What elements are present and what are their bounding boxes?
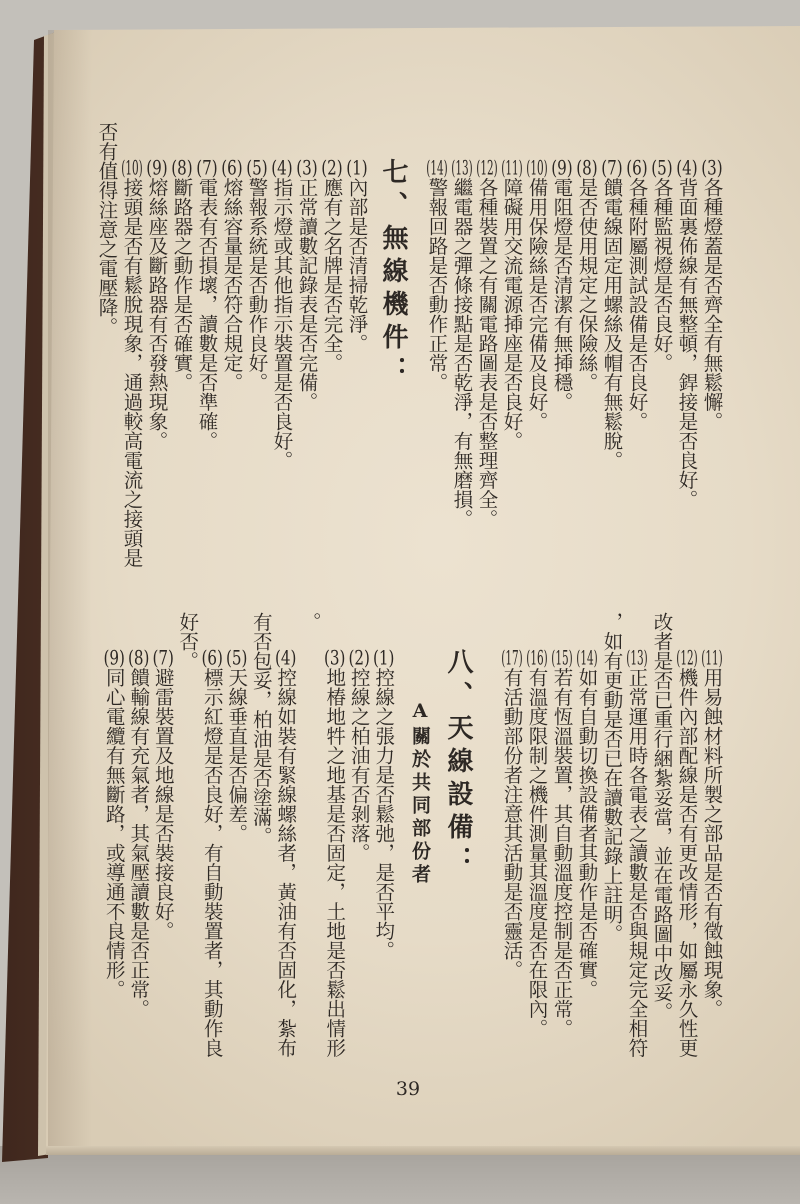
page-number: 39 — [395, 1078, 421, 1100]
item-number: (5) — [226, 648, 248, 668]
item-text: 各種監視燈是否良好。 — [650, 177, 674, 373]
list-item — [320, 122, 345, 568]
list-item — [675, 612, 700, 1058]
section-7-checklist-bottom — [500, 612, 725, 1058]
item-number: (14) — [576, 648, 598, 668]
item-text: 有否包妥，柏油是否塗滿。 — [249, 612, 273, 846]
item-number: (8) — [171, 158, 193, 178]
item-number: (3) — [701, 158, 723, 178]
list-item-continued — [297, 612, 322, 1058]
item-number: (7) — [601, 158, 623, 178]
list-item — [224, 612, 249, 1058]
item-text: 熔絲座及斷路器有否發熱現象。 — [145, 177, 169, 451]
list-item — [220, 122, 245, 568]
item-number: (13) — [451, 158, 473, 178]
list-item — [199, 612, 224, 1058]
section-8-checklist — [101, 612, 395, 1058]
item-text: 控線如裝有緊線螺絲者，黃油有否固化，紮布 — [274, 667, 298, 1058]
item-text: 有溫度限制之機件測量其溫度是否在限內。 — [525, 667, 549, 1038]
list-item — [525, 122, 550, 529]
item-text: 各種裝置之有關電路圖表是否整理齊全。 — [475, 177, 499, 529]
list-item — [550, 612, 575, 1058]
item-text: 接頭是否有鬆脫現象，通過較高電流之接頭是 — [120, 177, 144, 568]
item-number: (5) — [246, 158, 268, 178]
list-item — [371, 612, 396, 1058]
list-item — [345, 122, 370, 568]
item-text: 斷路器之動作是否確實。 — [170, 177, 194, 392]
item-number: (4) — [676, 158, 698, 178]
section-8-subheading: A關於共同部份者 — [409, 700, 431, 887]
item-number: (15) — [551, 648, 573, 668]
item-number: (8) — [128, 648, 150, 668]
item-text: 好否。 — [176, 612, 200, 671]
item-text: 改者是否已重行綑紮妥當，並在電路圖中改妥。 — [650, 612, 674, 1022]
list-item — [650, 122, 675, 529]
item-text: 內部是否清掃乾淨。 — [345, 177, 369, 353]
list-item-continued — [175, 612, 200, 1058]
item-number: (16) — [526, 648, 548, 668]
item-text: 正常運用時各電表之讀數是否與規定完全相符 — [625, 667, 649, 1058]
list-item — [120, 122, 145, 568]
item-text: 若有恆溫裝置，其自動溫度控制是否正常。 — [550, 667, 574, 1038]
item-number: (3) — [296, 158, 318, 178]
item-text: 機件內部配線是否有更改情形，如屬永久性更 — [675, 667, 699, 1058]
item-number: (13) — [626, 648, 648, 668]
list-item — [600, 122, 625, 529]
list-item — [245, 122, 270, 568]
continued-checklist — [425, 122, 725, 529]
list-item — [700, 122, 725, 529]
item-number: (9) — [551, 158, 573, 178]
page-stack — [46, 1146, 800, 1155]
list-item — [575, 612, 600, 1058]
list-item — [273, 612, 298, 1058]
item-text: 障礙用交流電源揷座是否良好。 — [500, 177, 524, 451]
item-number: (7) — [196, 158, 218, 178]
list-item — [500, 612, 525, 1058]
item-text: 如有自動切換設備者其動作是否確實。 — [575, 667, 599, 999]
item-number: (1) — [373, 648, 395, 668]
item-text: 各種燈蓋是否齊全有無鬆懈。 — [700, 177, 724, 431]
item-number: (8) — [576, 158, 598, 178]
item-number: (7) — [152, 648, 174, 668]
item-text: 備用保險絲是否完備及良好。 — [525, 177, 549, 431]
item-text: 。 — [298, 612, 322, 632]
item-number: (6) — [626, 158, 648, 178]
list-item — [700, 612, 725, 1058]
list-item — [270, 122, 295, 568]
item-text: 警報回路是否動作正常。 — [425, 177, 449, 392]
item-text: 標示紅燈是否良好，有自動裝置者，其動作良 — [200, 667, 224, 1058]
item-number: (6) — [201, 648, 223, 668]
item-text: ，如有更動是否已在讀數記錄上註明。 — [600, 612, 624, 944]
item-number: (3) — [324, 648, 346, 668]
item-text: 正常讀數記錄表是否完備。 — [295, 177, 319, 412]
list-item — [126, 612, 151, 1058]
item-number: (2) — [321, 158, 343, 178]
item-text: 熔絲容量是否符合規定。 — [220, 177, 244, 392]
item-text: 用易蝕材料所製之部品是否有徵蝕現象。 — [700, 667, 724, 1019]
item-text: 天線垂直是否偏差。 — [225, 667, 249, 843]
item-text: 有活動部份者注意其活動是否靈活。 — [500, 667, 524, 980]
list-item-continued — [600, 612, 625, 1058]
item-text: 控線之張力是否鬆弛，是否平均。 — [372, 667, 396, 960]
item-number: (11) — [501, 158, 523, 178]
item-text: 否有值得注意之電壓降。 — [95, 122, 119, 337]
item-number: (4) — [275, 648, 297, 668]
item-text: 饋電線固定用螺絲及帽有無鬆脫。 — [600, 177, 624, 470]
list-item — [346, 612, 371, 1058]
section-7-checklist-top — [95, 122, 370, 568]
item-number: (11) — [701, 648, 723, 668]
item-text: 同心電纜有無斷路，或導通不良情形。 — [102, 667, 126, 999]
item-number: (17) — [501, 648, 523, 668]
list-item — [450, 122, 475, 529]
list-item — [625, 122, 650, 529]
item-number: (12) — [476, 158, 498, 178]
item-text: 是否使用規定之保險絲。 — [575, 177, 599, 392]
list-item-continued — [650, 612, 675, 1058]
item-text: 指示燈或其他指示裝置是否良好。 — [270, 177, 294, 470]
item-text: 控線之柏油有否剝落。 — [347, 667, 371, 863]
list-item — [525, 612, 550, 1058]
list-item — [150, 612, 175, 1058]
item-number: (9) — [103, 648, 125, 668]
item-number: (14) — [426, 158, 448, 178]
list-item — [475, 122, 500, 529]
item-number: (1) — [346, 158, 368, 178]
item-text: 電阻燈是否清潔有無揷穩。 — [550, 177, 574, 412]
list-item — [101, 612, 126, 1058]
item-text: 繼電器之彈條接點是否乾淨，有無磨損。 — [450, 177, 474, 529]
list-item — [195, 122, 220, 568]
list-item — [500, 122, 525, 529]
item-number: (12) — [676, 648, 698, 668]
item-text: 避雷裝置及地線是否裝接良好。 — [151, 667, 175, 941]
item-text: 背面裏佈線有無整頓，銲接是否良好。 — [675, 177, 699, 509]
item-number: (5) — [651, 158, 673, 178]
list-item — [322, 612, 347, 1058]
section-8-heading: 八、天線設備： — [443, 648, 473, 879]
list-item-continued — [248, 612, 273, 1058]
section-7-heading: 七、無線機件： — [378, 158, 408, 389]
list-item — [675, 122, 700, 529]
item-text: 饋輸線有充氣者，其氣壓讀數是否正常。 — [127, 667, 151, 1019]
item-number: (9) — [146, 158, 168, 178]
list-item — [575, 122, 600, 529]
list-item — [295, 122, 320, 568]
list-item — [625, 612, 650, 1058]
item-text: 地椿地牪之地基是否固定，土地是否鬆出情形 — [323, 667, 347, 1058]
item-text: 各種附屬測試設備是否良好。 — [625, 177, 649, 431]
list-item — [170, 122, 195, 568]
item-text: 電表有否損壞，讀數是否準確。 — [195, 177, 219, 451]
item-number: (4) — [271, 158, 293, 178]
list-item — [145, 122, 170, 568]
spine-shadow — [48, 30, 92, 1148]
item-text: 應有之名牌是否完全。 — [320, 177, 344, 373]
item-number: (10) — [121, 158, 143, 178]
item-number: (6) — [221, 158, 243, 178]
item-text: 警報系統是否動作良好。 — [245, 177, 269, 392]
list-item — [425, 122, 450, 529]
item-number: (10) — [526, 158, 548, 178]
list-item — [550, 122, 575, 529]
item-number: (2) — [348, 648, 370, 668]
list-item-continued — [95, 122, 120, 568]
